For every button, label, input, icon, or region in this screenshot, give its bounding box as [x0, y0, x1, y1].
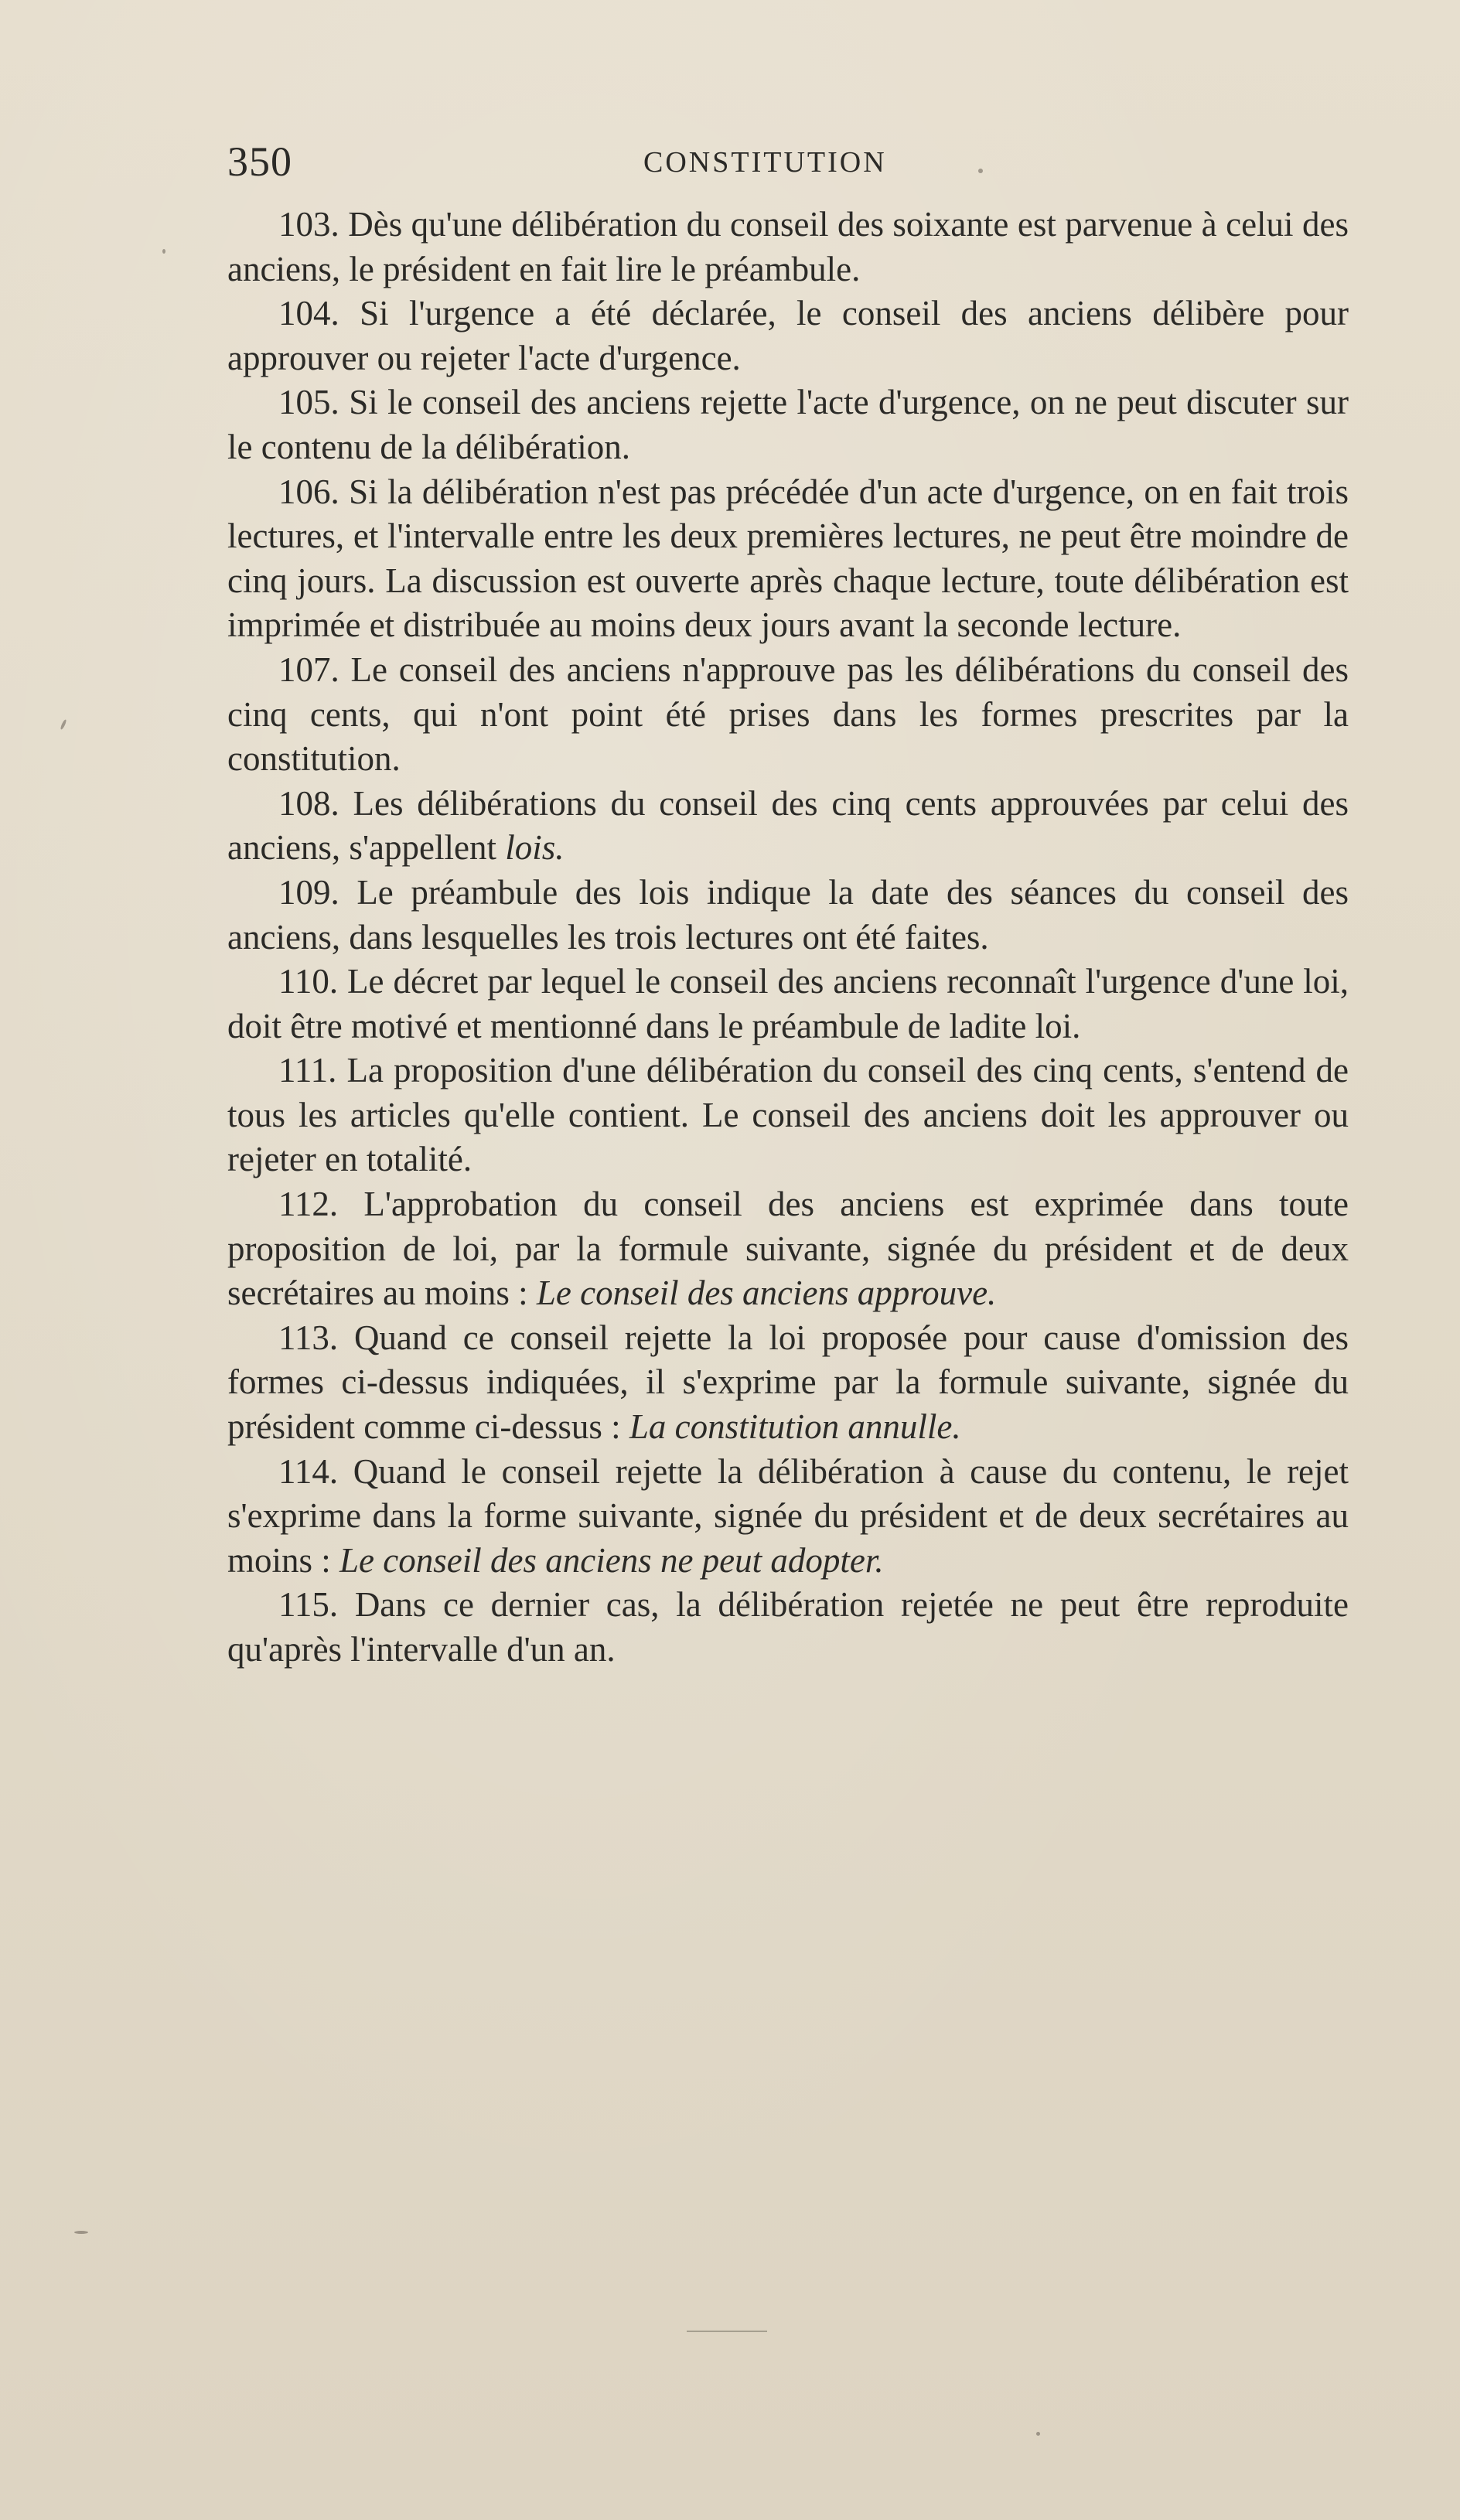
article-text: Le décret par lequel le conseil des anciens reconnaît l'urgence d'une loi, doit être motivé et mentionné dans le préambule de ladite loi.: [227, 962, 1349, 1045]
article-italic-text: lois.: [505, 828, 565, 868]
article-text: Si la délibération n'est pas précédée d'un acte d'urgence, on en fait trois lectures, et l'intervalle entre les deux premières lectures, ne peut être moindre de cinq jours. La discussion est ouverte après chaque lecture, toute délibération est imprimée et distribuée au moins deux jours avant la seconde lecture.: [227, 472, 1349, 645]
article-112: [227, 1182, 1349, 1316]
paper-speck: [162, 249, 165, 254]
article-text: Quand le conseil rejette la délibération à cause du contenu, le rejet s'exprime dans la forme suivante, signée du président et de deux secrétaires au moins :: [227, 1451, 1349, 1580]
article-number: 104.: [278, 294, 339, 333]
article-number: 108.: [278, 783, 339, 823]
body-text: [227, 203, 1349, 1673]
paper-speck: [74, 2231, 88, 2234]
article-number: 109.: [278, 872, 339, 912]
bottom-rule: [687, 2331, 767, 2332]
article-number: 113.: [278, 1318, 339, 1357]
article-text: Le conseil des anciens n'approuve pas les délibérations du conseil des cinq cents, qui n'ont point été prises dans les formes prescrites par la constitution.: [227, 650, 1349, 779]
article-108: [227, 782, 1349, 871]
article-italic-text: La constitution annulle.: [629, 1407, 961, 1447]
article-110: [227, 960, 1349, 1049]
article-italic-text: Le conseil des anciens approuve.: [536, 1274, 997, 1313]
article-114: [227, 1450, 1349, 1584]
running-head: [227, 138, 1349, 192]
article-113: [227, 1316, 1349, 1450]
article-number: 111.: [278, 1051, 337, 1090]
page-number: 350: [227, 138, 292, 185]
article-number: 105.: [278, 383, 339, 422]
article-text: Le préambule des lois indique la date des séances du conseil des anciens, dans lesquelles les trois lectures ont été faites.: [227, 872, 1349, 957]
article-number: 115.: [278, 1585, 339, 1625]
article-number: 112.: [278, 1185, 339, 1224]
article-number: 114.: [278, 1451, 339, 1491]
article-text: Dès qu'une délibération du conseil des soixante est parvenue à celui des anciens, le président en fait lire le préambule.: [227, 205, 1349, 288]
paper-speck: [60, 719, 67, 730]
article-text: Dans ce dernier cas, la délibération rejetée ne peut être reproduite qu'après l'intervalle d'un an.: [227, 1585, 1349, 1669]
article-104: [227, 292, 1349, 380]
running-title: CONSTITUTION: [643, 146, 887, 179]
article-text: Si le conseil des anciens rejette l'acte d'urgence, on ne peut discuter sur le contenu de la délibération.: [227, 383, 1349, 466]
paper-speck: [978, 169, 983, 173]
article-number: 106.: [278, 472, 339, 511]
article-text: Les délibérations du conseil des cinq cents approuvées par celui des anciens, s'appellent: [227, 783, 1349, 868]
article-105: [227, 380, 1349, 469]
article-number: 103.: [278, 205, 339, 244]
article-number: 110.: [278, 962, 339, 1001]
article-115: [227, 1583, 1349, 1672]
article-italic-text: Le conseil des anciens ne peut adopter.: [339, 1540, 884, 1580]
article-text: Quand ce conseil rejette la loi proposée pour cause d'omission des formes ci-dessus indiquées, il s'exprime par la formule suivante, signée du président comme ci-dessus :: [227, 1318, 1349, 1447]
article-106: [227, 470, 1349, 648]
article-number: 107.: [278, 650, 339, 689]
article-107: [227, 648, 1349, 782]
paper-speck: [1036, 2432, 1040, 2436]
article-text: Si l'urgence a été déclarée, le conseil des anciens délibère pour approuver ou rejeter l'acte d'urgence.: [227, 294, 1349, 377]
article-text: L'approbation du conseil des anciens est exprimée dans toute proposition de loi, par la formule suivante, signée du président et de deux secrétaires au moins :: [227, 1185, 1349, 1313]
article-111: [227, 1049, 1349, 1182]
article-103: [227, 203, 1349, 292]
article-109: [227, 871, 1349, 960]
article-text: La proposition d'une délibération du conseil des cinq cents, s'entend de tous les articles qu'elle contient. Le conseil des anciens doit les approuver ou rejeter en totalité.: [227, 1051, 1349, 1179]
